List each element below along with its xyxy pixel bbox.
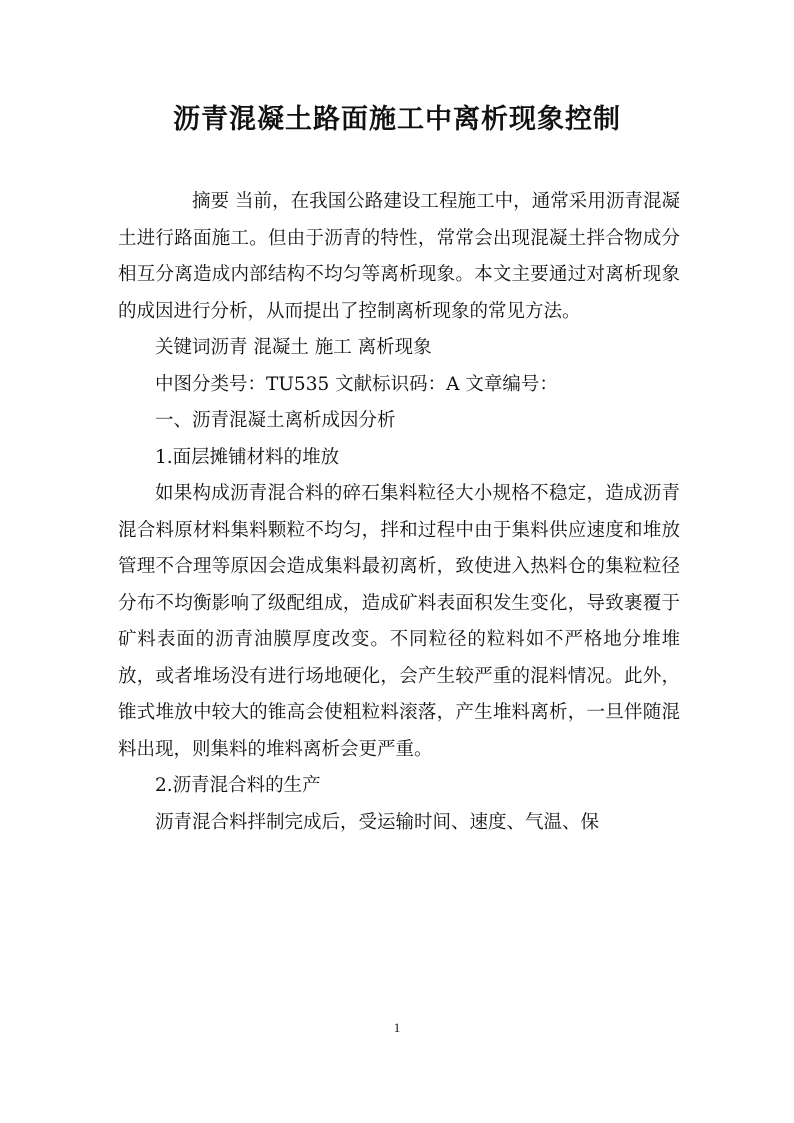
- page-number: 1: [393, 1020, 401, 1035]
- keywords-line: 关键词沥青 混凝土 施工 离析现象: [155, 337, 432, 358]
- section-heading: 一、沥青混凝土离析成因分析: [155, 410, 396, 431]
- body-paragraph-2: 沥青混合料拌制完成后，受运输时间、速度、气温、保: [155, 811, 600, 833]
- classification-line: 中图分类号：TU535 文献标识码：A 文章编号：: [155, 373, 558, 395]
- document-body: [118, 184, 680, 841]
- subsection-heading-1: 1.面层摊铺材料的堆放: [155, 446, 340, 468]
- document-title: 沥青混凝土路面施工中离析现象控制: [173, 104, 621, 135]
- subsection-heading-2: 2.沥青混合料的生产: [155, 775, 321, 796]
- abstract-paragraph: 摘要 当前，在我国公路建设工程施工中，通常采用沥青混凝土进行路面施工。但由于沥青的特性，常常会出现混凝土拌合物成分相互分离造成内部结构不均匀等离析现象。本文主要通过对离析现象的成因进行分析，从而提出了控制离析现象的常见方法。: [118, 191, 680, 322]
- body-paragraph-1: 如果构成沥青混合料的碎石集料粒径大小规格不稳定，造成沥青混合料原材料集料颗粒不均匀，拌和过程中由于集料供应速度和堆放管理不合理等原因会造成集料最初离析，致使进入热料仓的集粒粒径分布不均衡影响了级配组成，造成矿料表面积发生变化，导致裹覆于矿料表面的沥青油膜厚度改变。不同粒径的粒料如不严格地分堆堆放，或者堆场没有进行场地硬化，会产生较严重的混料情况。此外，锥式堆放中较大的锥高会使粗粒料滚落，产生堆料离析，一旦伴随混料出现，则集料的堆料离析会更严重。: [118, 483, 680, 760]
